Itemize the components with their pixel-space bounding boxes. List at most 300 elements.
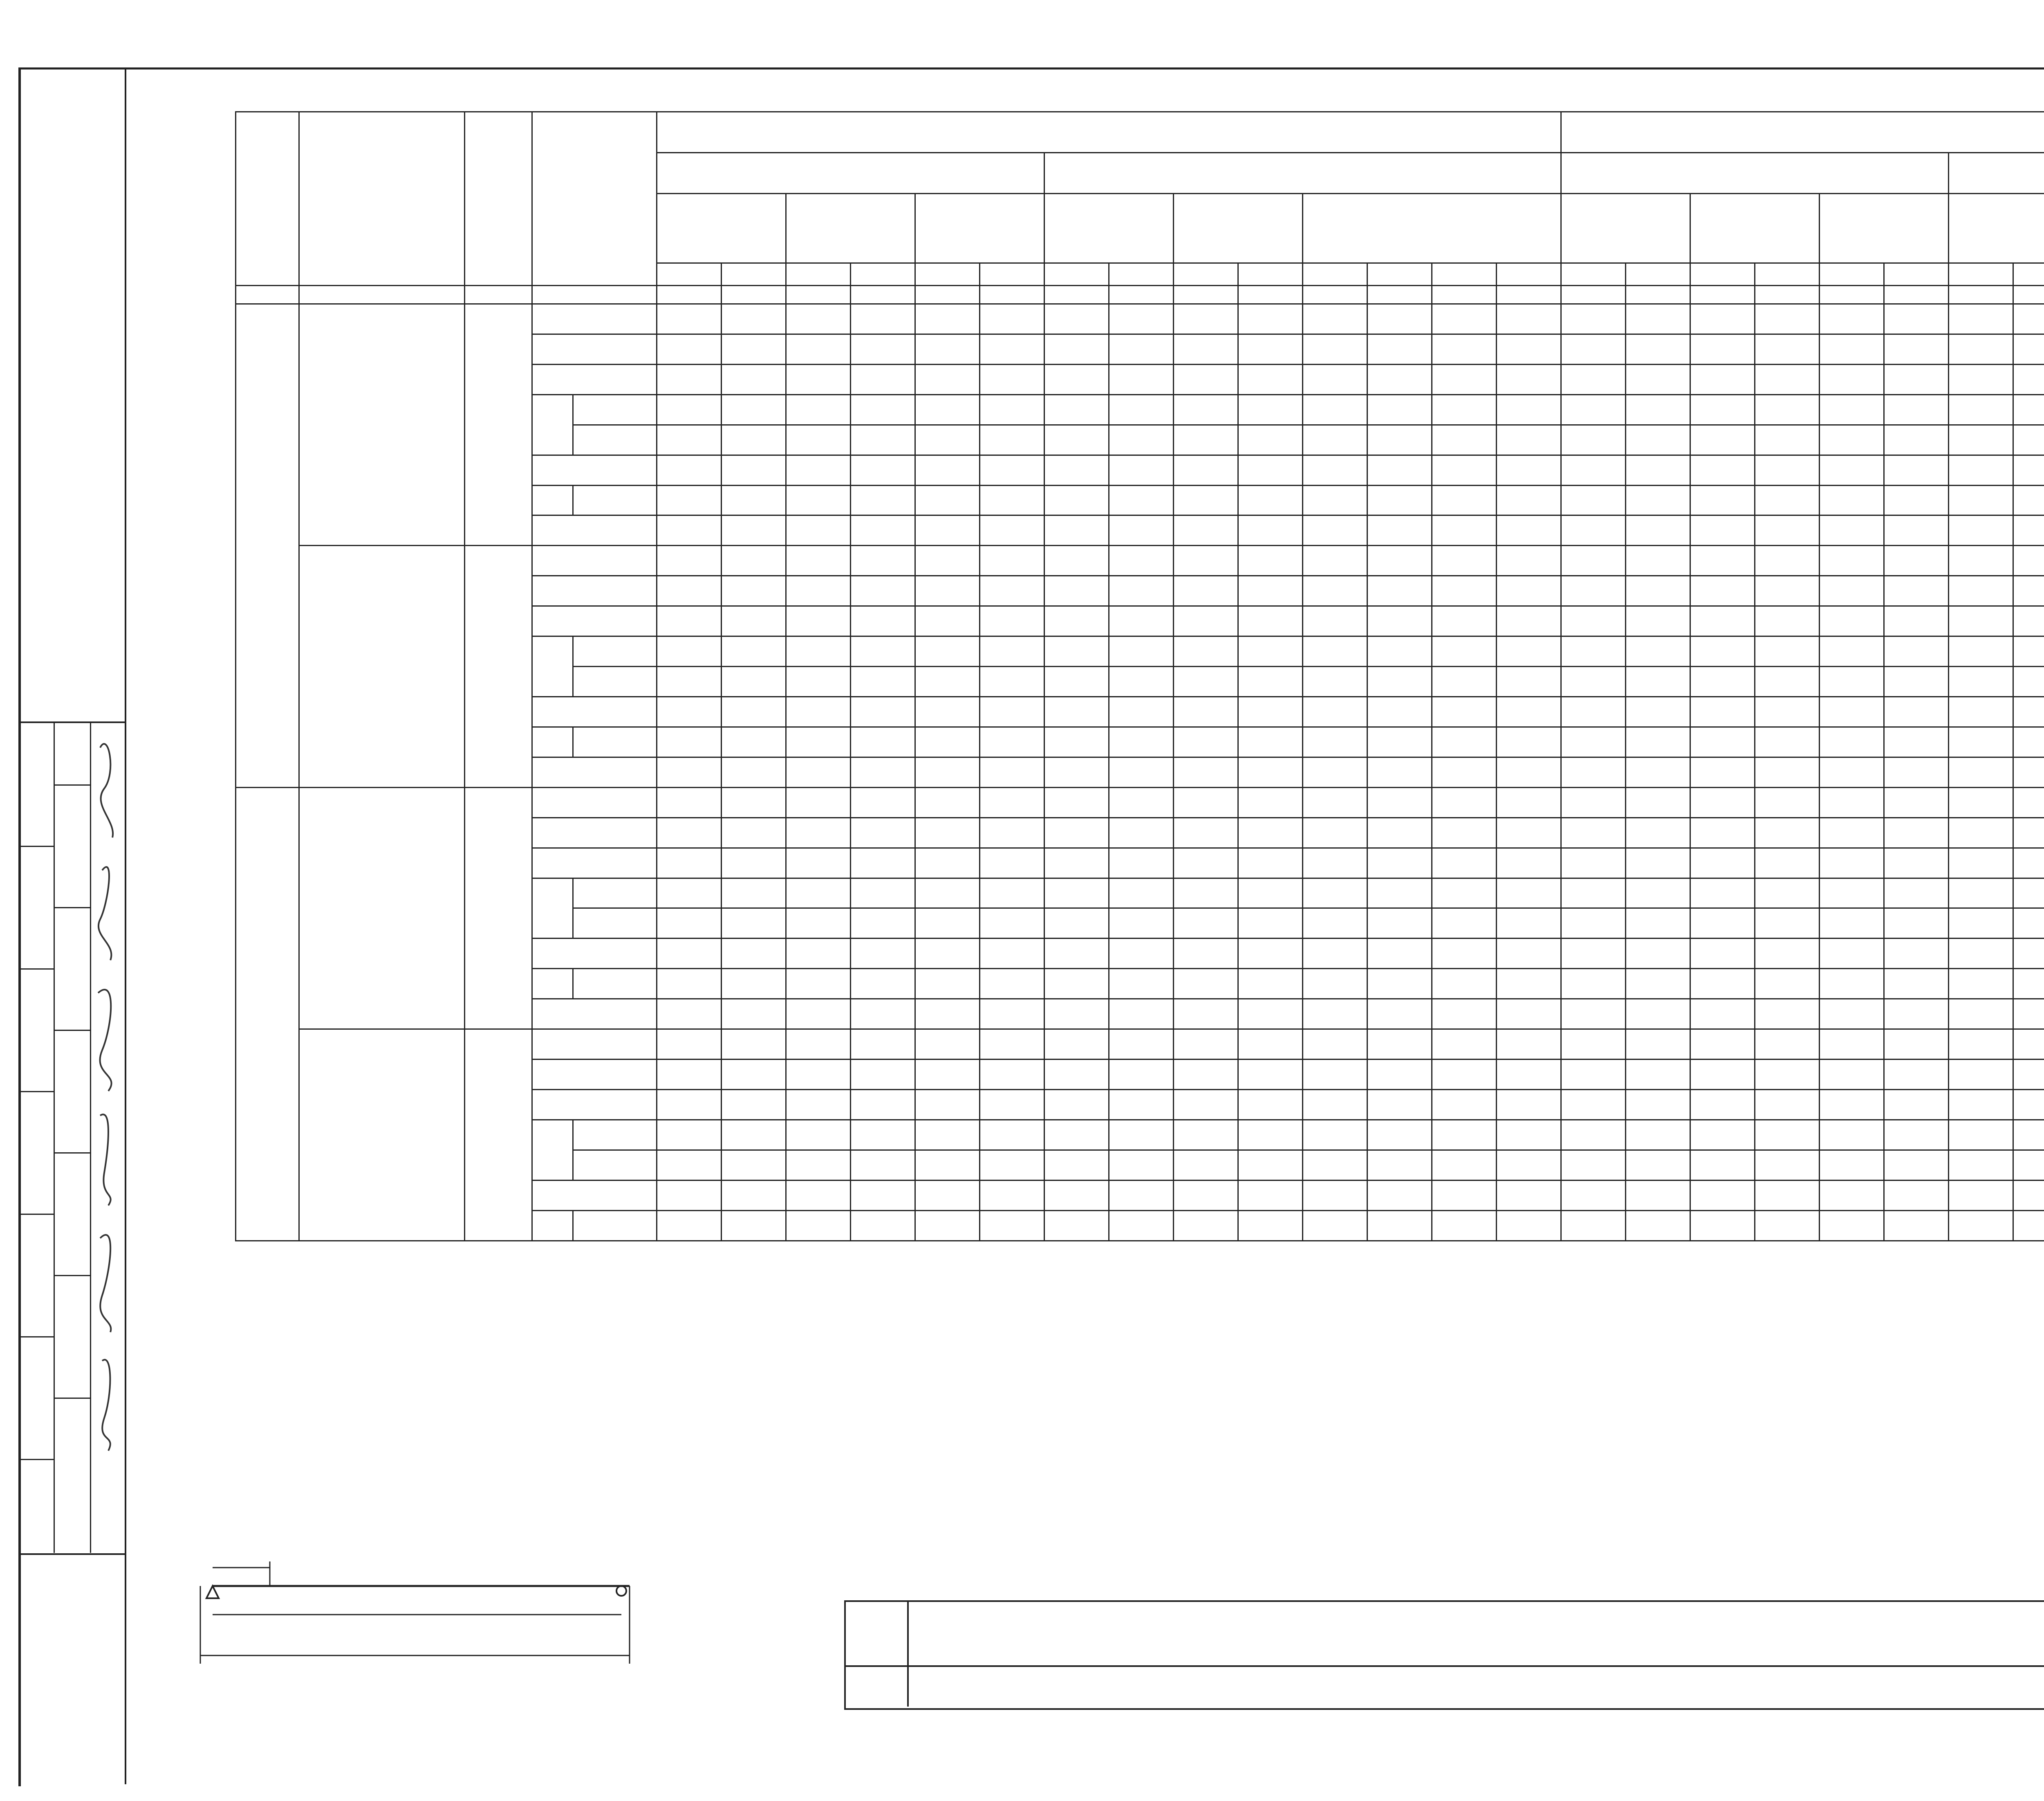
value-cell — [1820, 576, 1884, 606]
value-cell — [851, 515, 915, 546]
value-cell — [786, 1210, 851, 1241]
value-cell — [1432, 757, 1497, 787]
value-cell — [2013, 999, 2044, 1029]
value-cell — [722, 1029, 786, 1060]
value-cell — [980, 969, 1044, 999]
value-cell — [786, 818, 851, 848]
value-cell — [1238, 546, 1303, 576]
value-cell — [722, 727, 786, 757]
value-cell — [1174, 787, 1238, 818]
value-cell — [1755, 969, 1820, 999]
value-cell — [1497, 1150, 1561, 1180]
value-cell — [1884, 667, 1949, 697]
value-cell — [786, 394, 851, 425]
value-cell — [1432, 394, 1497, 425]
value-cell — [1626, 697, 1690, 727]
value-cell — [1884, 1210, 1949, 1241]
value-cell — [1820, 394, 1884, 425]
value-cell — [1884, 908, 1949, 939]
section-label — [532, 787, 657, 818]
value-cell — [1303, 425, 1367, 455]
value-cell — [1497, 1089, 1561, 1120]
value-cell — [1303, 999, 1367, 1029]
value-cell — [1238, 576, 1303, 606]
value-cell — [1044, 1180, 1109, 1210]
value-cell — [1044, 939, 1109, 969]
value-cell — [722, 455, 786, 485]
value-cell — [1561, 1120, 1626, 1150]
value-cell — [980, 667, 1044, 697]
value-cell — [1755, 576, 1820, 606]
section-side — [573, 394, 657, 425]
value-cell — [851, 1180, 915, 1210]
value-cell — [1174, 697, 1238, 727]
header-q — [1497, 263, 1561, 286]
value-cell — [657, 787, 722, 818]
value-cell — [851, 1150, 915, 1180]
value-cell — [1109, 1060, 1174, 1090]
value-cell — [2013, 757, 2044, 787]
section-label — [532, 1120, 573, 1180]
header-permanent — [657, 153, 1044, 194]
value-cell — [1690, 908, 1755, 939]
section-side — [573, 878, 657, 908]
value-cell — [657, 364, 722, 394]
value-cell — [722, 667, 786, 697]
value-cell — [722, 1150, 786, 1180]
value-cell — [1044, 394, 1109, 425]
value-cell — [1755, 1089, 1820, 1120]
value-cell — [915, 969, 980, 999]
value-cell — [1755, 304, 1820, 334]
value-cell — [1109, 1089, 1174, 1120]
value-cell — [1109, 848, 1174, 878]
unit-t — [1109, 286, 1174, 304]
value-cell — [1174, 425, 1238, 455]
value-cell — [1626, 606, 1690, 636]
value-cell — [1109, 364, 1174, 394]
value-cell — [1626, 818, 1690, 848]
value-cell — [1755, 455, 1820, 485]
value-cell — [1174, 576, 1238, 606]
value-cell — [1949, 757, 2013, 787]
value-cell — [1690, 515, 1755, 546]
value-cell — [1174, 848, 1238, 878]
value-cell — [1238, 1060, 1303, 1090]
value-cell — [1949, 939, 2013, 969]
value-cell — [1561, 727, 1626, 757]
value-cell — [1109, 908, 1174, 939]
value-cell — [851, 576, 915, 606]
value-cell — [1238, 697, 1303, 727]
value-cell — [1626, 1180, 1690, 1210]
value-cell — [1044, 334, 1109, 364]
value-cell — [1432, 908, 1497, 939]
value-cell — [1303, 515, 1367, 546]
value-cell — [1884, 818, 1949, 848]
unit-t — [722, 286, 786, 304]
value-cell — [657, 939, 722, 969]
value-cell — [1561, 485, 1626, 515]
header-q — [1755, 263, 1820, 286]
value-cell — [1303, 697, 1367, 727]
value-cell — [1755, 1210, 1820, 1241]
header-concreting — [786, 194, 915, 263]
value-cell — [1690, 1150, 1755, 1180]
value-cell — [2013, 878, 2044, 908]
value-cell — [786, 1180, 851, 1210]
value-cell — [851, 364, 915, 394]
value-cell — [1238, 485, 1303, 515]
value-cell — [1303, 969, 1367, 999]
value-cell — [1561, 364, 1626, 394]
value-cell — [786, 1150, 851, 1180]
value-cell — [1949, 727, 2013, 757]
value-cell — [657, 878, 722, 908]
value-cell — [1174, 636, 1238, 667]
value-cell — [1303, 576, 1367, 606]
value-cell — [980, 878, 1044, 908]
value-cell — [1690, 1029, 1755, 1060]
value-cell — [1044, 999, 1109, 1029]
value-cell — [1044, 485, 1109, 515]
value-cell — [657, 1089, 722, 1120]
value-cell — [657, 425, 722, 455]
value-cell — [1884, 425, 1949, 455]
value-cell — [1432, 697, 1497, 727]
value-cell — [1497, 576, 1561, 606]
value-cell — [786, 908, 851, 939]
value-cell — [980, 515, 1044, 546]
value-cell — [1690, 697, 1755, 727]
header-permanent — [1561, 153, 1949, 194]
value-cell — [1109, 1029, 1174, 1060]
value-cell — [1367, 818, 1432, 848]
section-label — [532, 1089, 657, 1120]
value-cell — [1238, 455, 1303, 485]
value-cell — [1626, 304, 1690, 334]
value-cell — [1755, 757, 1820, 787]
value-cell — [1820, 546, 1884, 576]
value-cell — [1884, 999, 1949, 1029]
value-cell — [1690, 455, 1755, 485]
unit-m — [532, 286, 657, 304]
value-cell — [657, 515, 722, 546]
header-h30 — [1044, 194, 1174, 263]
value-cell — [1238, 394, 1303, 425]
value-cell — [786, 425, 851, 455]
value-cell — [1949, 908, 2013, 939]
value-cell — [786, 636, 851, 667]
value-cell — [1820, 818, 1884, 848]
value-cell — [1367, 878, 1432, 908]
value-cell — [1109, 334, 1174, 364]
value-cell — [1949, 304, 2013, 334]
value-cell — [1690, 394, 1755, 425]
value-cell — [1690, 818, 1755, 848]
value-cell — [1109, 878, 1174, 908]
section-label — [532, 304, 657, 334]
value-cell — [1949, 1120, 2013, 1150]
header-sidewalks — [1820, 194, 1949, 263]
value-cell — [1626, 757, 1690, 787]
value-cell — [1303, 787, 1367, 818]
value-cell — [2013, 546, 2044, 576]
section-side — [573, 1150, 657, 1180]
value-cell — [1109, 1210, 1174, 1241]
value-cell — [722, 1180, 786, 1210]
value-cell — [722, 304, 786, 334]
value-cell — [1044, 1150, 1109, 1180]
value-cell — [1561, 1180, 1626, 1210]
header-normative — [657, 112, 1561, 153]
value-cell — [915, 697, 980, 727]
value-cell — [1238, 1029, 1303, 1060]
value-cell — [1303, 485, 1367, 515]
value-cell — [1884, 546, 1949, 576]
value-cell — [657, 1120, 722, 1150]
value-cell — [1820, 485, 1884, 515]
value-cell — [1497, 908, 1561, 939]
value-cell — [851, 334, 915, 364]
gauge-cell — [299, 1029, 465, 1241]
value-cell — [786, 1120, 851, 1150]
value-cell — [1690, 546, 1755, 576]
value-cell — [657, 908, 722, 939]
section-label — [532, 1210, 573, 1241]
value-cell — [915, 576, 980, 606]
value-cell — [1820, 757, 1884, 787]
section-label — [532, 455, 657, 485]
value-cell — [980, 727, 1044, 757]
value-cell — [657, 999, 722, 1029]
value-cell — [1497, 757, 1561, 787]
value-cell — [722, 1060, 786, 1090]
value-cell — [1561, 515, 1626, 546]
value-cell — [851, 455, 915, 485]
value-cell — [1690, 969, 1755, 999]
value-cell — [1690, 1060, 1755, 1090]
value-cell — [915, 334, 980, 364]
value-cell — [1497, 999, 1561, 1029]
value-cell — [1367, 636, 1432, 667]
value-cell — [1432, 455, 1497, 485]
value-cell — [1174, 334, 1238, 364]
value-cell — [1109, 757, 1174, 787]
header-own-weight — [1561, 194, 1690, 263]
value-cell — [1949, 546, 2013, 576]
value-cell — [1884, 515, 1949, 546]
value-cell — [1367, 425, 1432, 455]
value-cell — [722, 606, 786, 636]
value-cell — [1367, 757, 1432, 787]
value-cell — [1044, 818, 1109, 848]
value-cell — [1820, 787, 1884, 818]
value-cell — [915, 606, 980, 636]
gauge-cell — [299, 546, 465, 787]
value-cell — [657, 606, 722, 636]
value-cell — [786, 939, 851, 969]
value-cell — [1949, 1029, 2013, 1060]
section-label — [532, 546, 657, 576]
value-cell — [1820, 515, 1884, 546]
value-cell — [851, 394, 915, 425]
value-cell — [1949, 1089, 2013, 1120]
value-cell — [1303, 878, 1367, 908]
value-cell — [1884, 576, 1949, 606]
value-cell — [1109, 999, 1174, 1029]
value-cell — [915, 757, 980, 787]
section-side — [573, 908, 657, 939]
value-cell — [1690, 606, 1755, 636]
header-position — [465, 112, 532, 286]
value-cell — [1174, 304, 1238, 334]
unit-t — [1755, 286, 1820, 304]
value-cell — [1884, 364, 1949, 394]
value-cell — [657, 546, 722, 576]
value-cell — [1497, 787, 1561, 818]
unit-tm — [1561, 286, 1626, 304]
value-cell — [915, 364, 980, 394]
value-cell — [1303, 848, 1367, 878]
value-cell — [1238, 364, 1303, 394]
value-cell — [1497, 455, 1561, 485]
value-cell — [1303, 818, 1367, 848]
value-cell — [1303, 667, 1367, 697]
value-cell — [1561, 1089, 1626, 1120]
value-cell — [1755, 606, 1820, 636]
value-cell — [1044, 908, 1109, 939]
value-cell — [1109, 787, 1174, 818]
value-cell — [1367, 394, 1432, 425]
value-cell — [1626, 999, 1690, 1029]
header-h30 — [1949, 194, 2044, 263]
section-label — [532, 697, 657, 727]
section-label — [532, 848, 657, 878]
value-cell — [657, 576, 722, 606]
value-cell — [1626, 1210, 1690, 1241]
section-label — [532, 394, 573, 455]
value-cell — [722, 576, 786, 606]
value-cell — [1044, 304, 1109, 334]
value-cell — [1561, 1210, 1626, 1241]
value-cell — [1303, 1150, 1367, 1180]
value-cell — [1949, 1060, 2013, 1090]
value-cell — [1109, 727, 1174, 757]
value-cell — [2013, 787, 2044, 818]
value-cell — [1303, 1180, 1367, 1210]
value-cell — [1044, 667, 1109, 697]
value-cell — [2013, 636, 2044, 667]
value-cell — [1755, 848, 1820, 878]
section-label — [532, 818, 657, 848]
value-cell — [1626, 636, 1690, 667]
value-cell — [980, 606, 1044, 636]
value-cell — [1884, 636, 1949, 667]
value-cell — [980, 485, 1044, 515]
value-cell — [1626, 334, 1690, 364]
header-m — [786, 263, 851, 286]
value-cell — [915, 1089, 980, 1120]
value-cell — [1626, 455, 1690, 485]
value-cell — [1238, 908, 1303, 939]
value-cell — [722, 939, 786, 969]
value-cell — [657, 757, 722, 787]
value-cell — [915, 667, 980, 697]
value-cell — [1044, 697, 1109, 727]
value-cell — [1949, 667, 2013, 697]
value-cell — [1044, 546, 1109, 576]
value-cell — [1303, 727, 1367, 757]
value-cell — [1303, 939, 1367, 969]
header-section — [532, 112, 657, 286]
value-cell — [2013, 939, 2044, 969]
value-cell — [1109, 939, 1174, 969]
section-label — [532, 969, 573, 999]
unit-t — [980, 286, 1044, 304]
value-cell — [1174, 908, 1238, 939]
value-cell — [1367, 334, 1432, 364]
section-side — [573, 636, 657, 667]
value-cell — [851, 606, 915, 636]
value-cell — [1238, 334, 1303, 364]
value-cell — [1690, 787, 1755, 818]
header-m — [657, 263, 722, 286]
value-cell — [1109, 697, 1174, 727]
value-cell — [1755, 425, 1820, 455]
value-cell — [1367, 304, 1432, 334]
value-cell — [1303, 1210, 1367, 1241]
value-cell — [1755, 334, 1820, 364]
value-cell — [1109, 394, 1174, 425]
table-row — [236, 787, 2044, 818]
value-cell — [851, 757, 915, 787]
value-cell — [1561, 425, 1626, 455]
value-cell — [722, 878, 786, 908]
value-cell — [1303, 1060, 1367, 1090]
value-cell — [1690, 1210, 1755, 1241]
value-cell — [1755, 818, 1820, 848]
value-cell — [1238, 1150, 1303, 1180]
value-cell — [851, 1120, 915, 1150]
value-cell — [1303, 1120, 1367, 1150]
value-cell — [1561, 787, 1626, 818]
value-cell — [786, 1089, 851, 1120]
value-cell — [1755, 878, 1820, 908]
value-cell — [1755, 364, 1820, 394]
value-cell — [1367, 515, 1432, 546]
value-cell — [1949, 878, 2013, 908]
value-cell — [2013, 1180, 2044, 1210]
value-cell — [1755, 787, 1820, 818]
value-cell — [1820, 606, 1884, 636]
value-cell — [1367, 727, 1432, 757]
value-cell — [851, 818, 915, 848]
value-cell — [1044, 364, 1109, 394]
value-cell — [1174, 1029, 1238, 1060]
value-cell — [1497, 364, 1561, 394]
value-cell — [2013, 304, 2044, 334]
value-cell — [1303, 908, 1367, 939]
value-cell — [1561, 818, 1626, 848]
value-cell — [1044, 606, 1109, 636]
value-cell — [1432, 727, 1497, 757]
value-cell — [786, 1029, 851, 1060]
value-cell — [915, 394, 980, 425]
value-cell — [1303, 636, 1367, 667]
value-cell — [1884, 848, 1949, 878]
value-cell — [1755, 999, 1820, 1029]
